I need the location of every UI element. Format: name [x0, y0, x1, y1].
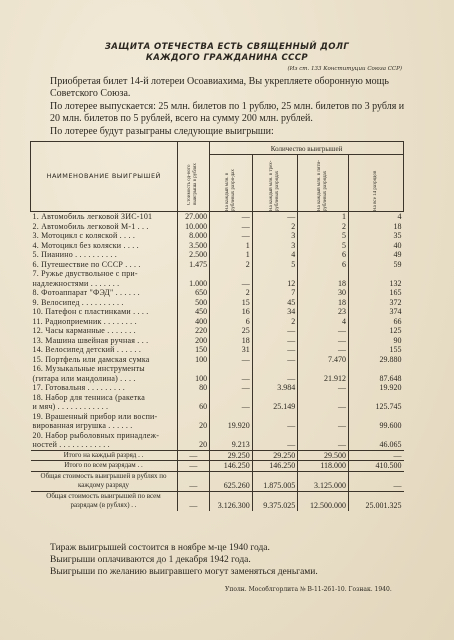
intro-paragraph: Приобретая билет 14-й лотереи Осоавиахима, Вы укрепляете оборонную мощь Советского Союза. [50, 76, 389, 99]
cell-c2: — [252, 345, 297, 355]
cell-name: 7. Ружье двуствольное с при- [32, 269, 138, 278]
cell-c1: — [210, 355, 253, 365]
cell-name: ностей . . . . . . . . . . . . [32, 440, 110, 449]
cell-c4 [349, 269, 404, 279]
summary-cell-label: Итого на каждый разряд . . [31, 450, 178, 461]
cell-cost: 500 [177, 298, 210, 308]
cell-c3: 18 [298, 298, 349, 308]
cell-cost: 150 [177, 345, 210, 355]
header-prize-name: НАИМЕНОВАНИЕ ВЫИГРЫШЕЙ [31, 142, 178, 212]
cell-c3 [298, 364, 349, 374]
motto-source: (Из ст. 133 Конституции Союза ССР) [287, 66, 402, 72]
table-row [31, 307, 404, 317]
cell-c2: — [252, 326, 297, 336]
table-row [31, 260, 404, 270]
cell-c1: 25 [210, 326, 253, 336]
cell-name: 18. Набор для тенниса (ракетка [32, 392, 145, 402]
cell-c1: — [210, 402, 253, 412]
cell-cost: 400 [177, 317, 210, 327]
cell-c2 [252, 269, 297, 279]
cell-name: 6. Путешествие по СССР . . . . [32, 259, 141, 269]
cell-cost: 220 [177, 326, 210, 336]
table-row [31, 222, 404, 232]
table-row [31, 250, 404, 260]
cell-c3: 1 [298, 212, 349, 222]
summary-cell-label: Итого по всем разрядам . . [31, 461, 178, 472]
table-row [31, 317, 404, 327]
cell-c2: 34 [252, 307, 297, 317]
cell-name: 4. Мотоцикл без коляски . . . . [32, 240, 139, 250]
cell-c2: — [252, 355, 297, 365]
summary-cell-c3: 3.125.000 [298, 471, 349, 491]
cell-name: 20. Набор рыболовных принадлеж- [32, 430, 160, 440]
table-row [31, 421, 404, 431]
cell-cost: 20 [177, 421, 210, 431]
cell-c1: — [210, 222, 253, 232]
cell-cost [177, 393, 210, 403]
cell-c4: 165 [349, 288, 404, 298]
cell-c4: 19.920 [349, 383, 404, 393]
cell-name: 5. Пианино . . . . . . . . . . [32, 250, 117, 259]
table-row [31, 412, 404, 422]
cell-cost: 8.000 [177, 231, 210, 241]
cell-c1 [210, 431, 253, 441]
header-count: Количество выигрышей [210, 142, 404, 155]
cell-c3: 2 [298, 222, 349, 232]
summary-cell-cost: — [177, 461, 210, 472]
cell-c3 [298, 393, 349, 403]
cell-c4: 374 [349, 307, 404, 317]
cell-c2: 5 [252, 260, 297, 270]
cell-c3: — [298, 440, 349, 450]
cell-c2 [252, 393, 297, 403]
cell-c1: 9.213 [210, 440, 253, 450]
summary-cell-c1: 146.250 [210, 461, 253, 472]
cell-c1: — [210, 383, 253, 393]
summary-cell-c2: 29.250 [252, 450, 297, 461]
summary-cell-c1: 625.260 [210, 471, 253, 491]
cell-c4: 29.880 [349, 355, 404, 365]
cell-c1: — [210, 279, 253, 289]
cell-name: 17. Готовальня . . . . . . . . . [32, 383, 126, 392]
cell-name: 19. Врашенный прибор или воспи- [32, 411, 158, 421]
cell-c3: 4 [298, 317, 349, 327]
cell-cost [177, 364, 210, 374]
cell-c1: — [210, 212, 253, 222]
cell-c1: 2 [210, 288, 253, 298]
cell-c1: 6 [210, 317, 253, 327]
cell-c2: — [252, 374, 297, 384]
cell-c1: 18 [210, 336, 253, 346]
header-col-4: На все 14 разрядов [349, 155, 404, 212]
summary-row [31, 461, 404, 472]
cell-c4: 35 [349, 231, 404, 241]
cell-c2: — [252, 421, 297, 431]
table-row [31, 212, 404, 222]
cell-c2: 4 [252, 250, 297, 260]
table-row [31, 241, 404, 251]
cell-c1 [210, 364, 253, 374]
table-row [31, 402, 404, 412]
table-row [31, 231, 404, 241]
motto-line-1: ЗАЩИТА ОТЕЧЕСТВА ЕСТЬ СВЯЩЕННЫЙ ДОЛГ [104, 42, 350, 52]
cell-cost: 2.500 [177, 250, 210, 260]
header-col-3: На каждый млн. в пяти-рублевых разрядах [298, 155, 349, 212]
summary-cell-cost: — [177, 491, 210, 511]
cell-name: вированная игрушка . . . . . . [32, 421, 133, 430]
cell-c4: 59 [349, 260, 404, 270]
cell-name: 8. Фотоаппарат "ФЭД" . . . . . . [32, 288, 140, 297]
cell-c2 [252, 364, 297, 374]
cell-c3 [298, 431, 349, 441]
cell-c2: — [252, 336, 297, 346]
cell-c2: 3 [252, 231, 297, 241]
cell-c2 [252, 412, 297, 422]
cell-name: 16. Музыкальные инструменты [32, 364, 145, 373]
cell-c3 [298, 412, 349, 422]
cell-cost [177, 412, 210, 422]
cell-cost: 1.000 [177, 279, 210, 289]
cell-c1 [210, 269, 253, 279]
summary-cell-c2: 9.375.025 [252, 491, 297, 511]
cell-c3: — [298, 402, 349, 412]
cell-cost: 200 [177, 336, 210, 346]
cell-c3: 5 [298, 241, 349, 251]
summary-row [31, 471, 404, 491]
cell-c3: — [298, 336, 349, 346]
header-col-1: На каждый млн. в рублевых разря-дах [210, 155, 253, 212]
cell-cost: 100 [177, 355, 210, 365]
cell-c4: 46.065 [349, 440, 404, 450]
issue-paragraph: По лотерее выпускается: 25 млн. билетов по 1 рублю, 25 млн. билетов по 3 рубля и 20 млн. билетов по 5 рублей, всего на сумму 200 млн. рублей. [50, 101, 405, 124]
table-row [31, 393, 404, 403]
cell-name: 15. Портфель или дамская сумка [32, 354, 150, 364]
cell-name: (гитара или мандолина) . . . . [32, 373, 136, 383]
summary-cell-cost: — [177, 471, 210, 491]
summary-cell-c4: — [349, 450, 404, 461]
cell-name: 13. Машина швейная ручная . . . [32, 335, 149, 345]
cell-cost [177, 431, 210, 441]
cell-c2: 3.984 [252, 383, 297, 393]
cell-c4: 4 [349, 212, 404, 222]
summary-cell-c1: 3.126.300 [210, 491, 253, 511]
cell-c4: 87.648 [349, 374, 404, 384]
cell-c3: 7.470 [298, 355, 349, 365]
prizes-table [30, 141, 404, 511]
cell-c3: — [298, 421, 349, 431]
header-col-2: На каждый млн. в трех-рублевых разрядах [252, 155, 297, 212]
cell-c3: 5 [298, 231, 349, 241]
summary-cell-c4: 25.001.325 [349, 491, 404, 511]
summary-cell-c3: 12.500.000 [298, 491, 349, 511]
cell-c4: 99.600 [349, 421, 404, 431]
cell-c1: 19.920 [210, 421, 253, 431]
cell-c2: 12 [252, 279, 297, 289]
table-row [31, 269, 404, 279]
cell-cost: 60 [177, 402, 210, 412]
table-row [31, 288, 404, 298]
summary-cell-label: Общая стоимость выигрышей в рублях по каждому разряду [31, 471, 178, 491]
cell-c4: 66 [349, 317, 404, 327]
cell-c2: — [252, 212, 297, 222]
cell-name: 9. Велосипед . . . . . . . . . . [32, 297, 124, 307]
cell-c4: 40 [349, 241, 404, 251]
cell-cost: 20 [177, 440, 210, 450]
summary-cell-c3: 118.000 [298, 461, 349, 472]
cell-name: надлежностями . . . . . . . [32, 278, 120, 288]
cell-cost: 450 [177, 307, 210, 317]
cell-c1 [210, 412, 253, 422]
cell-c4: 90 [349, 336, 404, 346]
cell-c2: — [252, 440, 297, 450]
cell-c2: 45 [252, 298, 297, 308]
cell-name: 10. Патефон с пластинками . . . . [32, 307, 149, 316]
cell-name: 2. Автомобиль легковой М-1 . . . [32, 221, 149, 231]
cell-c1: 2 [210, 260, 253, 270]
cell-c4: 155 [349, 345, 404, 355]
cell-c3: 6 [298, 260, 349, 270]
table-row [31, 279, 404, 289]
cell-cost: 650 [177, 288, 210, 298]
summary-cell-c2: 1.875.005 [252, 471, 297, 491]
cell-c1: — [210, 374, 253, 384]
table-row [31, 345, 404, 355]
cell-name: и мяч) . . . . . . . . . . . . [32, 402, 109, 411]
cell-c2: 25.149 [252, 402, 297, 412]
cell-c3: 18 [298, 279, 349, 289]
draw-date-note: Тираж выигрышей состоится в ноябре м-це 1940 года. [50, 543, 270, 553]
header-cost: Стоимость од-ного выигрыша в рублях [177, 142, 210, 212]
cell-c4: 132 [349, 279, 404, 289]
cell-c2: 2 [252, 317, 297, 327]
cell-c4 [349, 431, 404, 441]
table-row [31, 336, 404, 346]
cell-c4: 49 [349, 250, 404, 260]
summary-row [31, 450, 404, 461]
cell-c2: 2 [252, 222, 297, 232]
cell-c4 [349, 393, 404, 403]
table-row [31, 326, 404, 336]
cash-replacement-note: Выигрыши по желанию выигравшего могут заменяться деньгами. [50, 567, 318, 577]
cell-cost: 100 [177, 374, 210, 384]
cell-cost [177, 269, 210, 279]
cell-c2 [252, 431, 297, 441]
cell-cost: 10.000 [177, 222, 210, 232]
prizes-intro: По лотерее будут разыграны следующие выигрыши: [50, 126, 274, 137]
cell-c2: 3 [252, 241, 297, 251]
summary-cell-c4: 410.500 [349, 461, 404, 472]
summary-cell-label: Общая стоимость выигрышей по всем разрядам (в рублях) . . [31, 491, 178, 511]
printer-imprint: Уполн. Мособлгорлита № В-11-261-10. Гознак. 1940. [225, 586, 392, 593]
cell-name: 3. Мотоцикл с коляской . . . . [32, 231, 136, 240]
table-row [31, 440, 404, 450]
cell-c1: 31 [210, 345, 253, 355]
cell-c1 [210, 393, 253, 403]
cell-c4: 125.745 [349, 402, 404, 412]
payment-deadline-note: Выигрыши оплачиваются до 1 декабря 1942 года. [50, 555, 251, 565]
cell-c3: 23 [298, 307, 349, 317]
cell-c4 [349, 412, 404, 422]
cell-c4: 125 [349, 326, 404, 336]
cell-name: 1. Автомобиль легковой ЗИС-101 [32, 212, 153, 221]
table-row [31, 383, 404, 393]
cell-c1: — [210, 231, 253, 241]
cell-c3: 30 [298, 288, 349, 298]
cell-c3: — [298, 326, 349, 336]
motto-line-2: КАЖДОГО ГРАЖДАНИНА СССР [145, 53, 309, 63]
cell-c4: 18 [349, 222, 404, 232]
cell-c1: 16 [210, 307, 253, 317]
cell-c3: — [298, 345, 349, 355]
cell-c4: 372 [349, 298, 404, 308]
cell-cost: 27.000 [177, 212, 210, 222]
summary-cell-c1: 29.250 [210, 450, 253, 461]
cell-c3: 21.912 [298, 374, 349, 384]
summary-cell-cost: — [177, 450, 210, 461]
summary-cell-c2: 146.250 [252, 461, 297, 472]
table-row [31, 431, 404, 441]
table-row [31, 364, 404, 374]
cell-c3 [298, 269, 349, 279]
cell-name: 11. Радиоприемник . . . . . . . . [32, 316, 137, 326]
cell-c1: 1 [210, 241, 253, 251]
cell-cost: 1.475 [177, 260, 210, 270]
cell-c3: 6 [298, 250, 349, 260]
cell-cost: 80 [177, 383, 210, 393]
cell-name: 12. Часы карманные . . . . . . . [32, 326, 136, 335]
summary-cell-c3: 29.500 [298, 450, 349, 461]
cell-c1: 15 [210, 298, 253, 308]
table-row [31, 374, 404, 384]
summary-row [31, 491, 404, 511]
cell-c2: 7 [252, 288, 297, 298]
cell-c1: 1 [210, 250, 253, 260]
cell-cost: 3.500 [177, 241, 210, 251]
table-row [31, 355, 404, 365]
cell-name: 14. Велосипед детский . . . . . . [32, 345, 142, 354]
table-row [31, 298, 404, 308]
summary-cell-c4: — [349, 471, 404, 491]
cell-c4 [349, 364, 404, 374]
cell-c3: — [298, 383, 349, 393]
